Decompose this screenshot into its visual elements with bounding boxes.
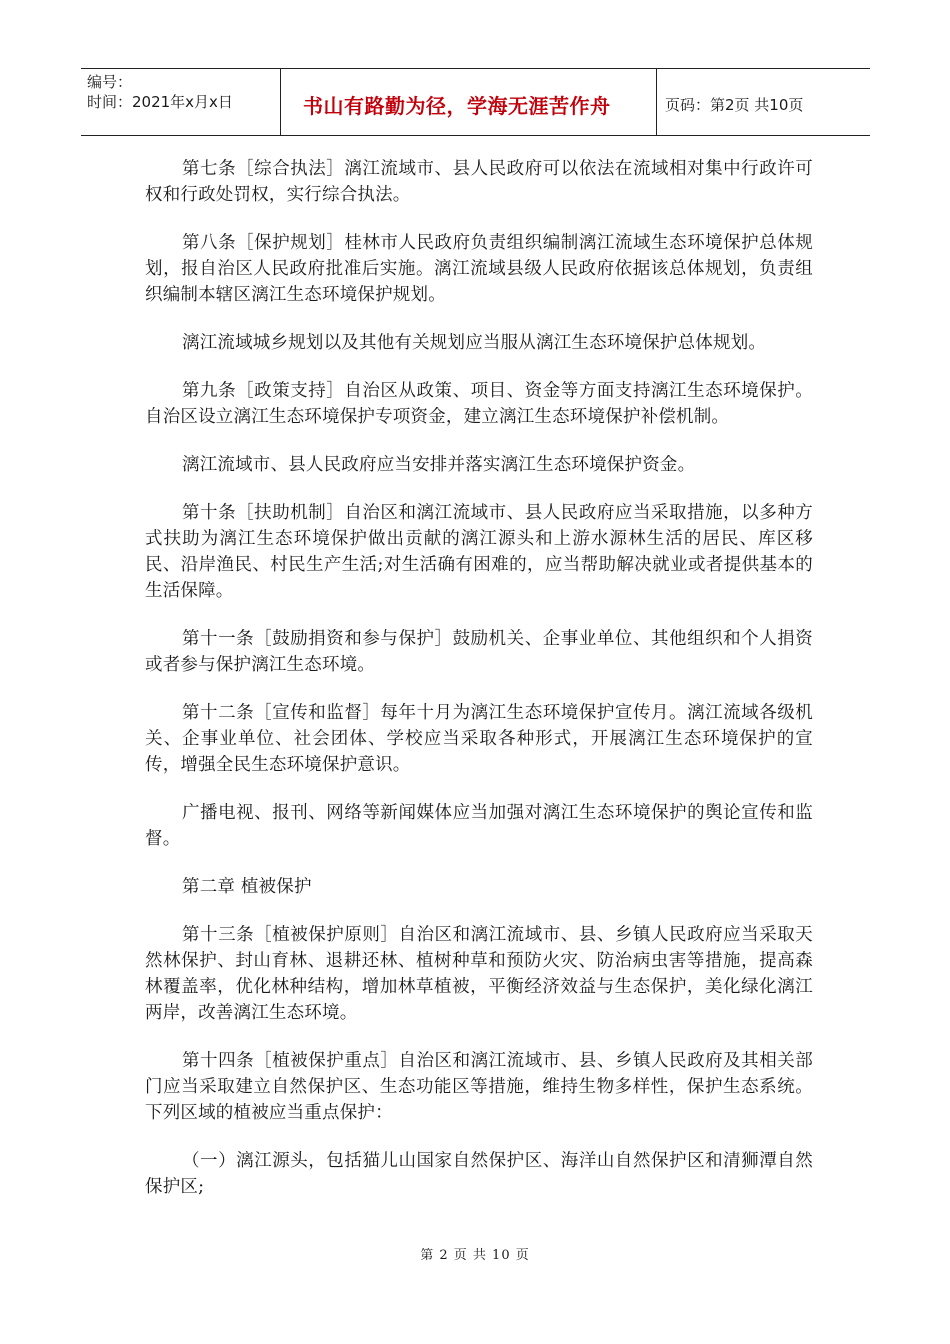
paragraph-article-11: 第十一条［鼓励捐资和参与保护］鼓励机关、企事业单位、其他组织和个人捐资或者参与保护漓江生态环境。 [145, 629, 813, 675]
paragraph-article-10: 第十条［扶助机制］自治区和漓江流域市、县人民政府应当采取措施，以多种方式扶助为漓江生态环境保护做出贡献的漓江源头和上游水源林生活的居民、库区移民、沿岸渔民、村民生产生活;对生活确有困难的，应当帮助解决就业或者提供基本的生活保障。 [145, 503, 813, 601]
page-header [81, 68, 870, 136]
chapter-heading: 第二章 植被保护 [182, 877, 312, 897]
page-footer: 第 2 页 共 10 页 [420, 1248, 530, 1263]
paragraph-article-12: 第十二条［宣传和监督］每年十月为漓江生态环境保护宣传月。漓江流域各级机关、企事业单位、社会团体、学校应当采取各种形式，开展漓江生态环境保护的宣传，增强全民生态环境保护意识。 [145, 703, 813, 775]
paragraph-article-9: 第九条［政策支持］自治区从政策、项目、资金等方面支持漓江生态环境保护。自治区设立漓江生态环境保护专项资金，建立漓江生态环境保护补偿机制。 [145, 381, 813, 427]
paragraph-article-7: 第七条［综合执法］漓江流域市、县人民政府可以依法在流域相对集中行政许可权和行政处罚权，实行综合执法。 [145, 159, 813, 205]
paragraph-article-8-planning: 漓江流域城乡规划以及其他有关规划应当服从漓江生态环境保护总体规划。 [182, 333, 767, 353]
document-time-label: 时间：2021年x月x日 [87, 93, 233, 111]
header-page-cell [657, 69, 870, 135]
header-motto: 书山有路勤为径，学海无涯苦作舟 [303, 93, 611, 118]
paragraph-article-8: 第八条［保护规划］桂林市人民政府负责组织编制漓江流域生态环境保护总体规划，报自治区人民政府批准后实施。漓江流域县级人民政府依据该总体规划，负责组织编制本辖区漓江生态环境保护规划。 [145, 233, 813, 305]
header-motto-cell [281, 69, 657, 135]
paragraph-item-1: （一）漓江源头，包括猫儿山国家自然保护区、海洋山自然保护区和清狮潭自然保护区; [145, 1151, 813, 1197]
paragraph-article-14: 第十四条［植被保护重点］自治区和漓江流域市、县、乡镇人民政府及其相关部门应当采取建立自然保护区、生态功能区等措施，维持生物多样性，保护生态系统。下列区域的植被应当重点保护： [145, 1051, 813, 1123]
paragraph-article-9-funds: 漓江流域市、县人民政府应当安排并落实漓江生态环境保护资金。 [182, 455, 696, 475]
header-meta-cell [81, 69, 281, 135]
header-page-code: 页码：第2页 共10页 [665, 95, 804, 114]
paragraph-article-12-media: 广播电视、报刊、网络等新闻媒体应当加强对漓江生态环境保护的舆论宣传和监督。 [145, 803, 813, 849]
document-body [145, 156, 813, 1222]
document-number-label: 编号： [87, 73, 133, 91]
paragraph-article-13: 第十三条［植被保护原则］自治区和漓江流域市、县、乡镇人民政府应当采取天然林保护、封山育林、退耕还林、植树种草和预防火灾、防治病虫害等措施，提高森林覆盖率，优化林种结构，增加林草植被，平衡经济效益与生态保护，美化绿化漓江两岸，改善漓江生态环境。 [145, 925, 813, 1023]
